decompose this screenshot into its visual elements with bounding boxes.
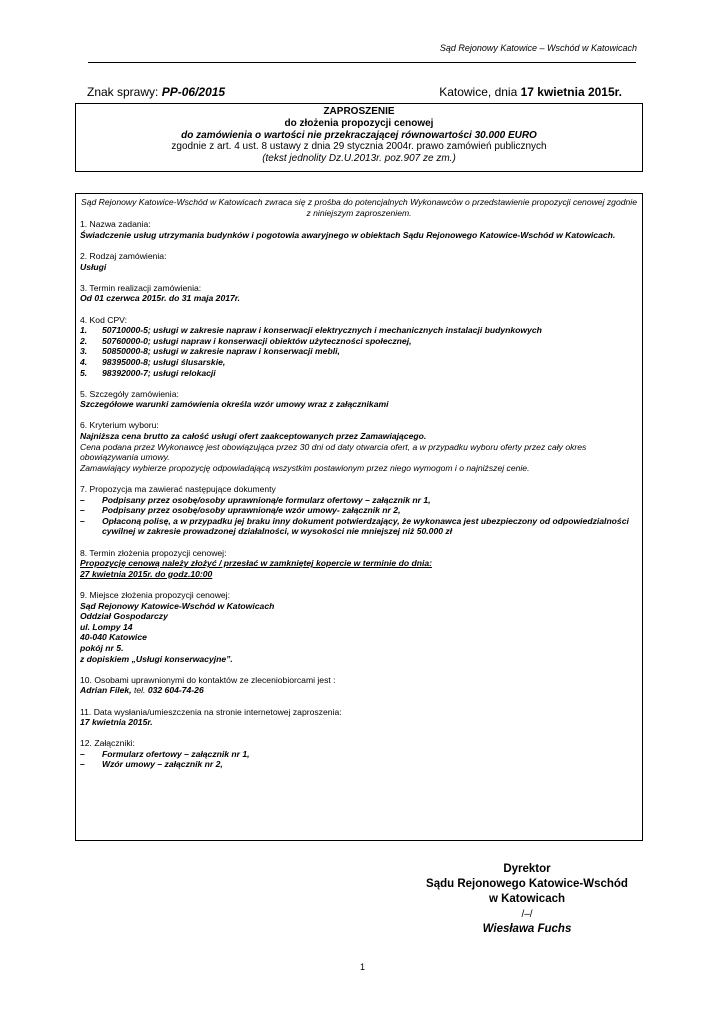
s7-heading: 7. Propozycja ma zawierać następujące dokumenty [80,484,276,495]
s10-contact: Adrian Filek, tel. 032 604-74-26 [80,685,204,696]
s12-heading: 12. Załączniki: [80,738,135,749]
s6-text: Najniższa cena brutto za całość usługi ofert zaakceptowanych przez Zamawiającego. [80,431,427,442]
s11-heading: 11. Data wysłania/umieszczenia na stronie internetowej zaproszenia: [80,706,342,717]
title-box [75,103,643,172]
doc-item: – Podpisany przez osobę/osoby uprawnioną/e wzór umowy- załącznik nr 2, [80,505,401,516]
s8-heading: 8. Termin złożenia propozycji cenowej: [80,547,227,558]
s11-text: 17 kwietnia 2015r. [80,717,153,728]
s6-heading: 6. Kryterium wyboru: [80,420,159,431]
address-line: Sąd Rejonowy Katowice-Wschód w Katowicach [80,600,275,611]
case-number: Znak sprawy: PP-06/2015 [87,85,226,99]
title-line5: (tekst jednolity Dz.U.2013r. poz.907 ze zm.) [262,153,456,165]
document-date: Katowice, dnia 17 kwietnia 2015r. [439,85,622,99]
title-main: ZAPROSZENIE [323,106,395,117]
s3-text: Od 01 czerwca 2015r. do 31 maja 2017r. [80,293,241,304]
doc-item: – Opłaconą polisę, a w przypadku jej braku inny dokument potwierdzający, że wykonawca jest ubezpieczony od odpowiedzialności cywilnej w zakresie prowadzonej działalności, w wysokości nie mniejszej niż 50.000 zł [80,515,629,537]
cpv-item: 4. 98395000-8; usługi ślusarskie, [80,356,226,367]
address-line: ul. Lompy 14 [80,621,133,632]
cpv-item: 2. 50760000-0; usługi napraw i konserwacji obiektów użyteczności społecznej, [80,335,412,346]
s8-deadline: 27 kwietnia 2015r. do godz.10:00 [80,568,213,579]
s5-heading: 5. Szczegóły zamówienia: [80,388,179,399]
cpv-item: 3. 50850000-8; usługi w zakresie napraw i konserwacji mebli, [80,346,340,357]
s4-heading: 4. Kod CPV: [80,314,127,325]
intro-text: Sąd Rejonowy Katowice-Wschód w Katowicach zwraca się z prośba do potencjalnych Wykonawców o przedstawienie propozycji cenowej zgodnie z niniejszym zaproszeniem. [80,197,637,218]
header-divider [88,62,636,63]
title-line4: zgodnie z art. 4 ust. 8 ustawy z dnia 29 stycznia 2004r. prawo zamówień publicznych [171,141,547,153]
title-line2: do złożenia propozycji cenowej [284,117,434,129]
address-line: Oddział Gospodarczy [80,611,168,622]
s10-heading: 10. Osobami uprawnionymi do kontaktów ze zleceniobiorcami jest : [80,674,336,685]
s5-text: Szczegółowe warunki zamówienia określa wzór umowy wraz z załącznikami [80,399,389,410]
address-line: z dopiskiem „Usługi konserwacyjne”. [80,653,233,664]
doc-item: – Podpisany przez osobę/osoby uprawnioną/e formularz ofertowy – załącznik nr 1, [80,494,431,505]
address-line: pokój nr 5. [80,642,124,653]
s9-heading: 9. Miejsce złożenia propozycji cenowej: [80,589,230,600]
attachment-item: – Formularz ofertowy – załącznik nr 1, [80,748,250,759]
s3-heading: 3. Termin realizacji zamówienia: [80,282,202,293]
s1-heading: 1. Nazwa zadania: [80,219,151,230]
title-line3: do zamówienia o wartości nie przekraczającej równowartości 30.000 EURO [181,129,537,141]
s6-note1: Cena podana przez Wykonawcę jest obowiązująca przez 30 dni od daty otwarcia ofert, a w przypadku wyboru oferty przez cały okres obowiązywania umowy. [80,441,587,463]
address-line: 40-040 Katowice [80,632,147,643]
header-court: Sąd Rejonowy Katowice – Wschód w Katowicach [439,43,637,53]
page-number: 1 [359,962,365,972]
s8-text: Propozycję cenową należy złożyć / przesłać w zamkniętej kopercie w terminie do dnia: [80,558,432,569]
s2-text: Usługi [80,261,107,272]
cpv-item: 1. 50710000-5; usługi w zakresie napraw i konserwacji elektrycznych i mechanicznych instalacji budynkowych [80,325,542,336]
attachment-item: – Wzór umowy – załącznik nr 2, [80,759,223,770]
signature-block: Dyrektor Sądu Rejonowego Katowice-Wschód w Katowicach /–/ Wiesława Fuchs [426,863,628,935]
s6-note2: Zamawiający wybierze propozycję odpowiadającą wszystkim postawionym przez niego wymogom i o najniższej cenie. [80,462,530,473]
content-box [75,193,643,841]
cpv-item: 5. 98392000-7; usługi relokacji [80,367,216,378]
s2-heading: 2. Rodzaj zamówienia: [80,250,167,261]
s1-text: Świadczenie usług utrzymania budynków i pogotowia awaryjnego w obiektach Sądu Rejonowego Katowice-Wschód w Katowicach. [80,229,616,240]
